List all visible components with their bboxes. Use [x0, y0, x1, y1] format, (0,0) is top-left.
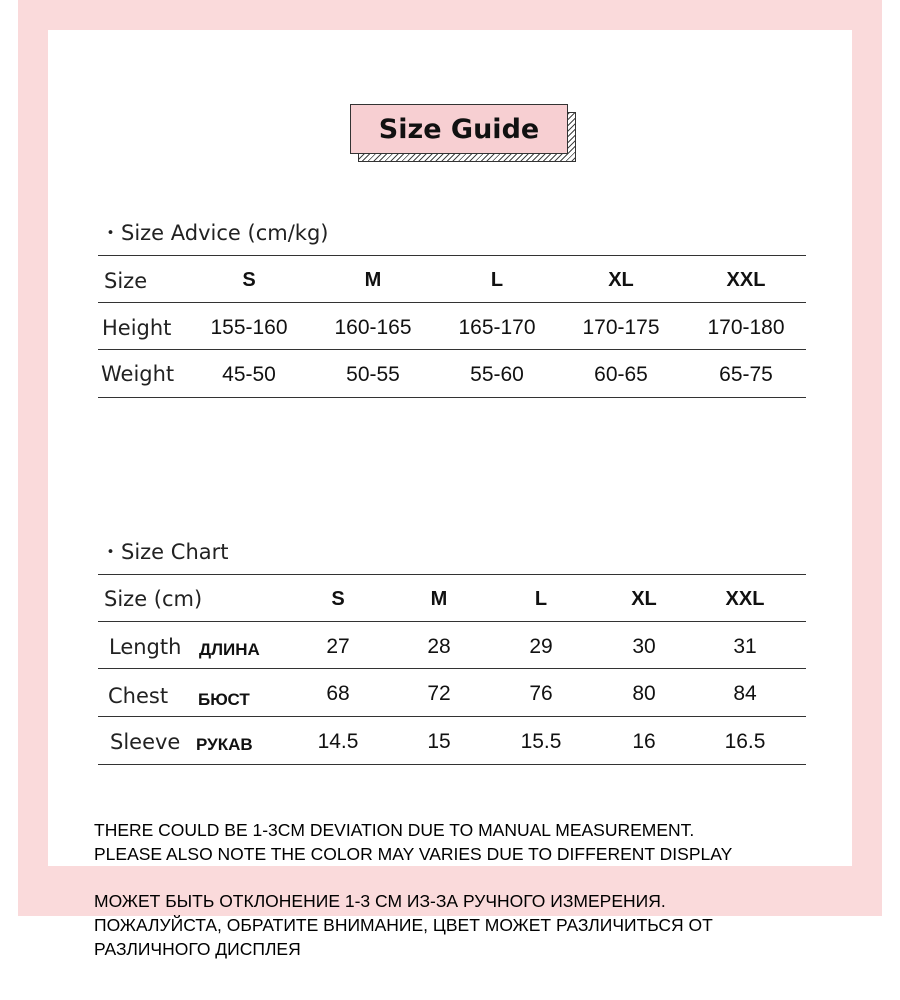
- note-russian-line-1: МОЖЕТ БЫТЬ ОТКЛОНЕНИЕ 1-3 СМ ИЗ-ЗА РУЧНОГО ИЗМЕРЕНИЯ.: [94, 891, 666, 911]
- note-russian-line-2: ПОЖАЛУЙСТА, ОБРАТИТЕ ВНИМАНИЕ, ЦВЕТ МОЖЕТ РАЗЛИЧИТЬСЯ ОТ: [94, 915, 713, 935]
- table-cell: 45-50: [222, 363, 276, 386]
- title-badge: [350, 104, 576, 164]
- table-cell: 155-160: [210, 316, 288, 339]
- note-russian-line-3: РАЗЛИЧНОГО ДИСПЛЕЯ: [94, 939, 301, 959]
- chart-bottom-rule: [98, 764, 806, 765]
- advice-header-cell: XL: [608, 269, 634, 291]
- table-cell: 76: [529, 682, 553, 705]
- advice-top-rule: [98, 255, 806, 256]
- table-cell: 84: [733, 682, 757, 705]
- table-cell: 68: [326, 682, 350, 705]
- table-cell: 60-65: [594, 363, 648, 386]
- table-cell: 14.5: [317, 730, 359, 753]
- chart-row-label-length-ru: ДЛИНА: [199, 640, 260, 659]
- table-cell: 16.5: [724, 730, 766, 753]
- advice-header-cell: XXL: [726, 269, 766, 291]
- chart-row-label-sleeve: Sleeve: [110, 730, 181, 754]
- table-cell: 55-60: [470, 363, 524, 386]
- chart-row-label-chest-ru: БЮСТ: [198, 690, 250, 709]
- chart-row-label-length: Length: [109, 635, 182, 659]
- advice-header-rule: [98, 302, 806, 303]
- table-cell: 31: [733, 635, 757, 658]
- advice-header-cell: M: [364, 269, 382, 291]
- chart-header-cell: XXL: [725, 588, 765, 610]
- advice-header-cell: S: [242, 269, 256, 291]
- advice-row-rule: [98, 349, 806, 350]
- table-cell: 27: [326, 635, 350, 658]
- chart-header-cell: M: [430, 588, 448, 610]
- table-cell: 29: [529, 635, 553, 658]
- advice-row-label-height: Height: [102, 316, 172, 340]
- table-cell: 65-75: [719, 363, 773, 386]
- table-cell: 72: [427, 682, 451, 705]
- size-chart-heading: ・Size Chart: [100, 540, 229, 564]
- note-english-line-1: THERE COULD BE 1-3CM DEVIATION DUE TO MANUAL MEASUREMENT.: [94, 820, 695, 840]
- chart-row-label-chest: Chest: [108, 684, 169, 708]
- size-advice-heading: ・Size Advice (cm/kg): [100, 221, 329, 245]
- chart-size-label: Size (cm): [104, 587, 203, 611]
- chart-row-rule: [98, 668, 806, 669]
- chart-top-rule: [98, 574, 806, 575]
- table-cell: 15: [427, 730, 451, 753]
- table-cell: 50-55: [346, 363, 400, 386]
- table-cell: 16: [632, 730, 656, 753]
- note-english-line-2: PLEASE ALSO NOTE THE COLOR MAY VARIES DUE TO DIFFERENT DISPLAY: [94, 844, 733, 864]
- chart-row-rule: [98, 716, 806, 717]
- chart-header-rule: [98, 621, 806, 622]
- table-cell: 165-170: [458, 316, 536, 339]
- advice-bottom-rule: [98, 397, 806, 398]
- table-cell: 80: [632, 682, 656, 705]
- page-title: Size Guide: [350, 104, 568, 154]
- table-cell: 170-175: [582, 316, 660, 339]
- chart-header-cell: L: [534, 588, 548, 610]
- chart-row-label-sleeve-ru: РУКАВ: [196, 735, 253, 754]
- table-cell: 15.5: [520, 730, 562, 753]
- chart-header-cell: S: [331, 588, 345, 610]
- chart-header-cell: XL: [631, 588, 657, 610]
- table-cell: 160-165: [334, 316, 412, 339]
- table-cell: 30: [632, 635, 656, 658]
- advice-header-cell: L: [490, 269, 504, 291]
- advice-size-label: Size: [104, 269, 148, 293]
- advice-row-label-weight: Weight: [101, 362, 175, 386]
- table-cell: 28: [427, 635, 451, 658]
- table-cell: 170-180: [707, 316, 785, 339]
